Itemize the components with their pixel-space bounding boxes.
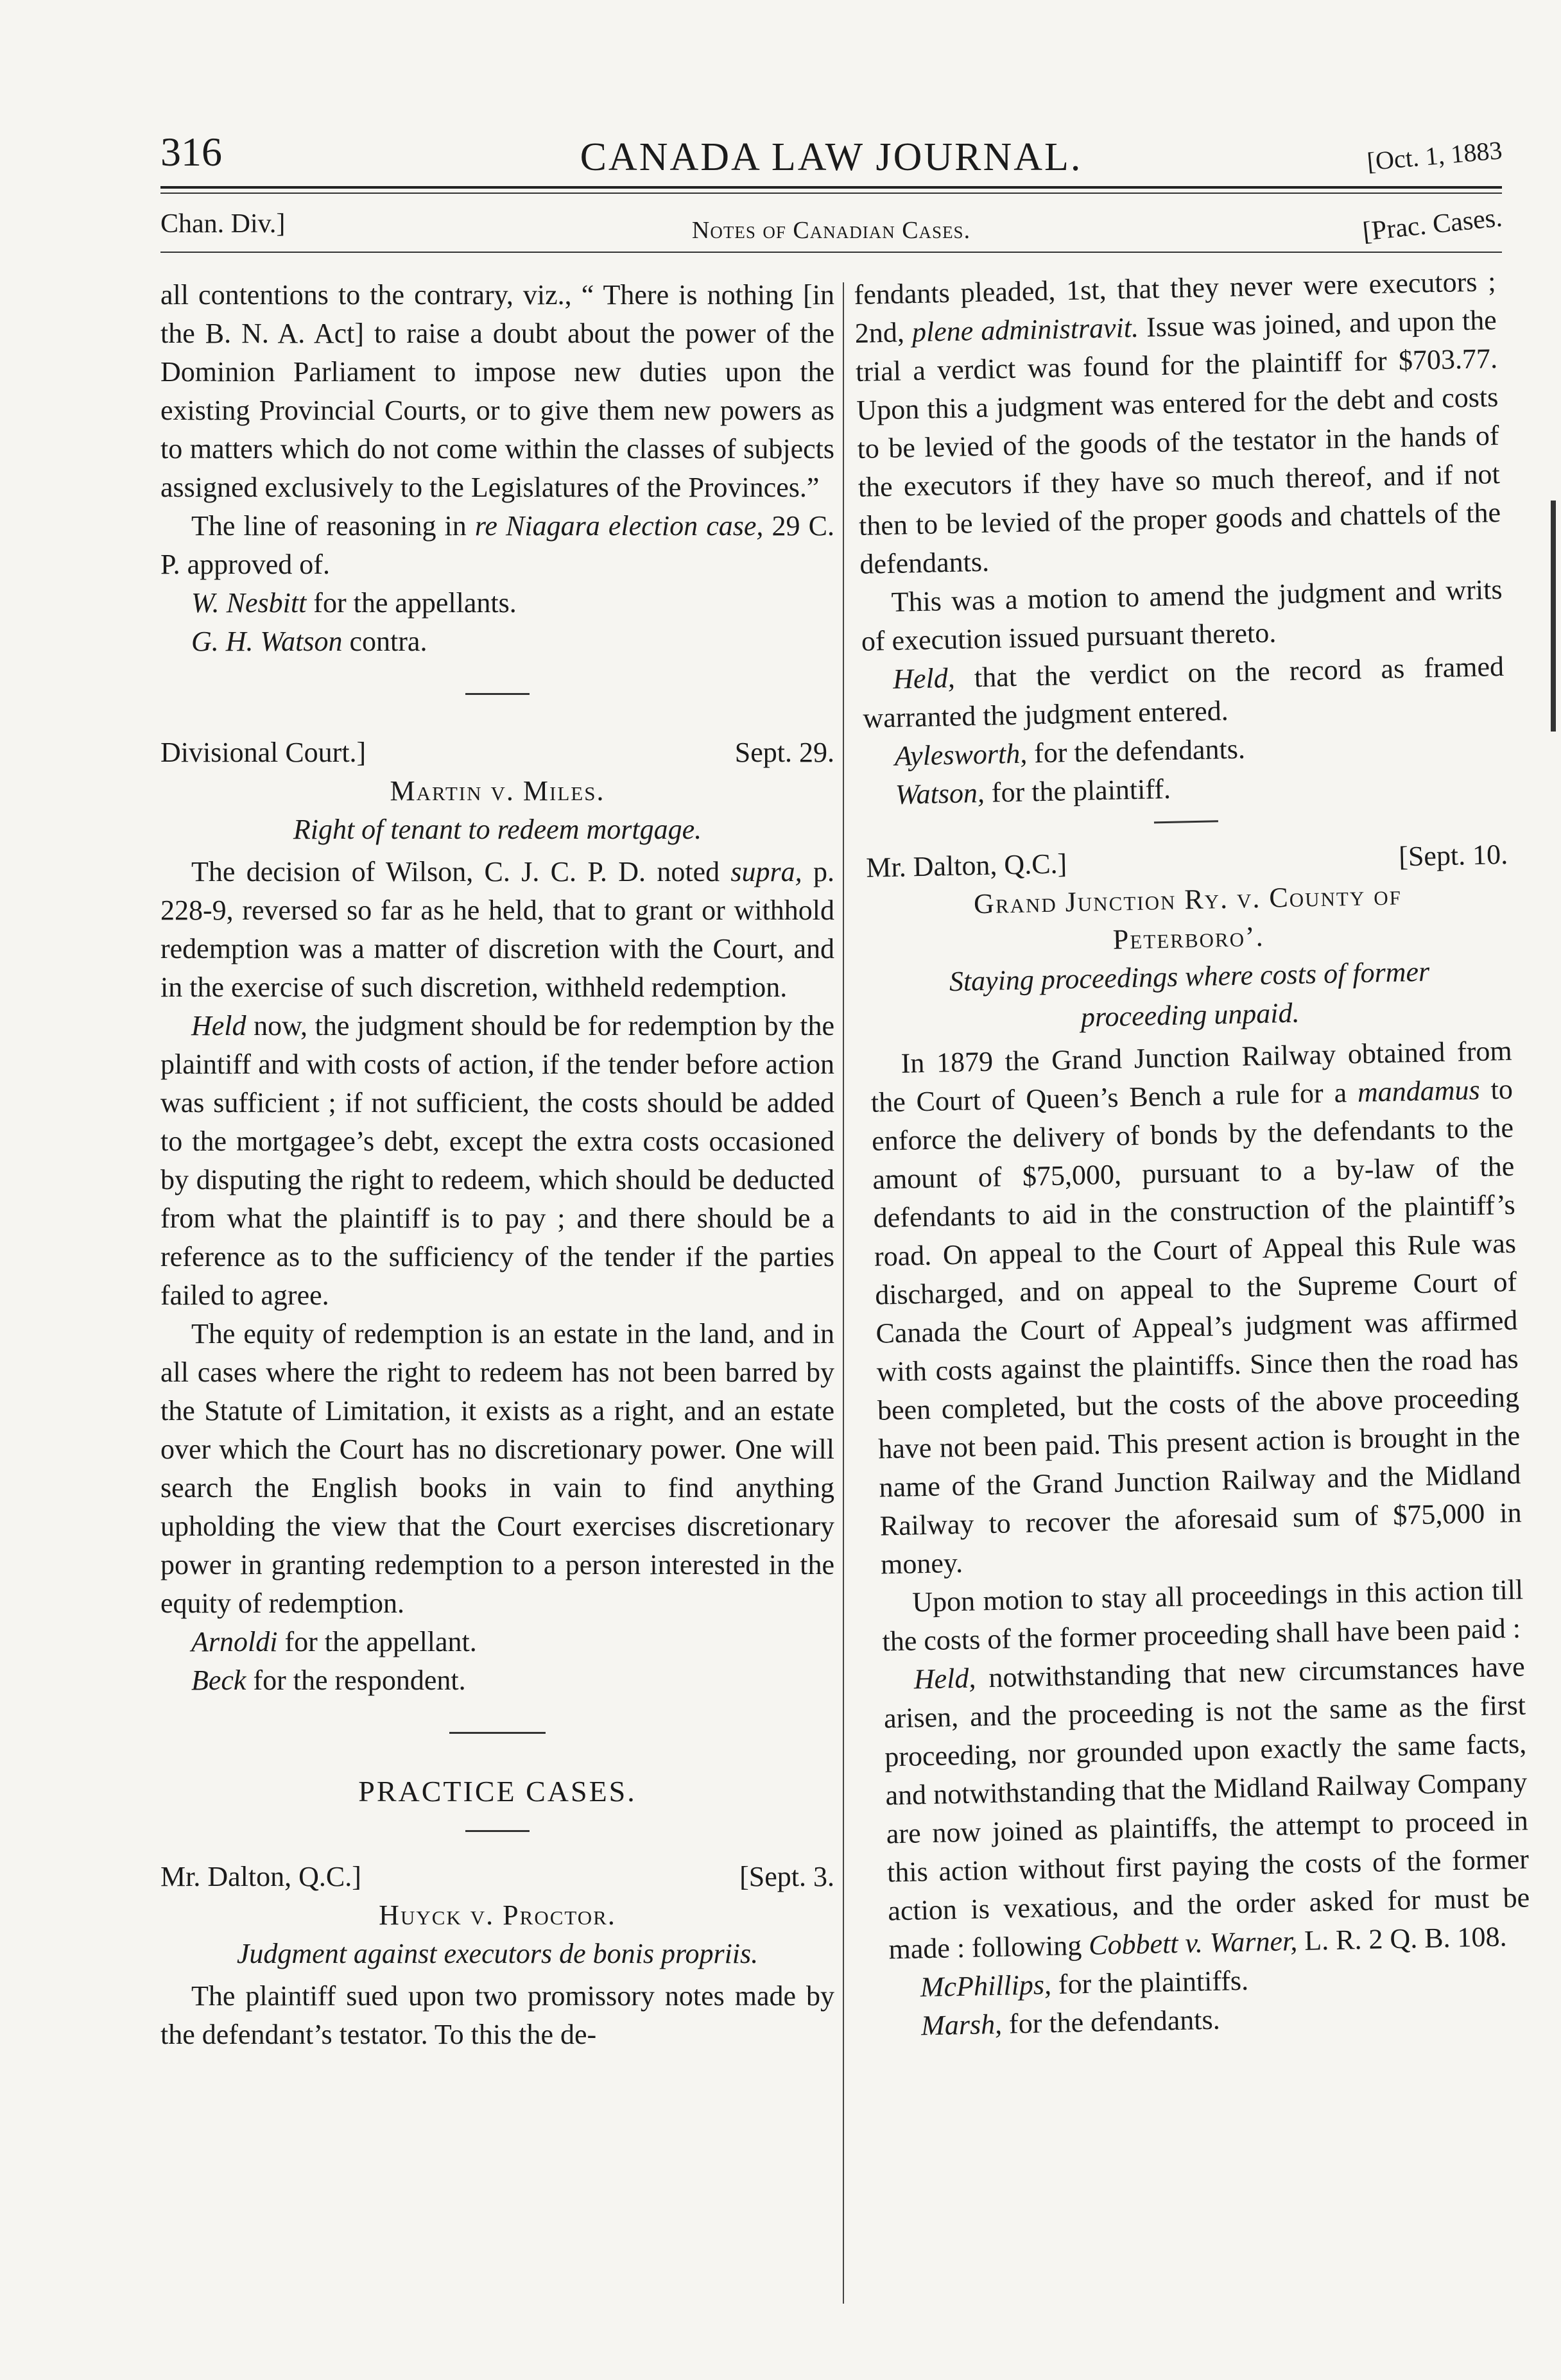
case-headnote: Right of tenant to redeem mortgage.: [293, 814, 702, 845]
division-tag: Chan. Div.]: [160, 209, 286, 239]
paragraph: Upon motion to stay all proceedings in this action till the costs of the former proceeding shall have been paid :: [882, 1573, 1524, 1657]
case-date: [Sept. 3.: [739, 1861, 834, 1892]
case-headnote: Staying proceedings where costs of former: [949, 955, 1430, 998]
case-name: Grand Junction Ry. v. County of: [973, 879, 1402, 920]
counsel-line: G. H. Watson contra.: [191, 626, 427, 657]
separator-rule: [465, 1830, 530, 1832]
court-name: Divisional Court.]: [160, 737, 367, 768]
header-rule-thin: [160, 193, 1502, 194]
case-header: [160, 1858, 834, 1896]
case-headnote-cont: proceeding unpaid.: [1080, 997, 1300, 1033]
left-column: [160, 276, 834, 2054]
cases-tag: [Prac. Cases.: [1361, 203, 1504, 247]
column-divider: [843, 282, 844, 2304]
court-name: Mr. Dalton, Q.C.]: [160, 1861, 361, 1892]
header-rule: [160, 186, 1502, 189]
counsel-line: McPhillips, for the plaintiffs.: [920, 1964, 1249, 2003]
section-heading: PRACTICE CASES.: [358, 1775, 637, 1808]
issue-date: [Oct. 1, 1883: [1365, 135, 1503, 176]
page-number: 316: [160, 129, 222, 175]
section-tag: Notes of Canadian Cases.: [691, 217, 971, 244]
paragraph: The decision of Wilson, C. J. C. P. D. noted supra, p. 228-9, reversed so far as he held, that to grant or withhold redemption was a matter of discretion with the Court, and in the exercise of such discretion, withheld redemption.: [160, 856, 834, 1003]
case-header: [160, 733, 834, 772]
case-name: Huyck v. Proctor.: [379, 1899, 616, 1931]
running-header: [160, 122, 1502, 180]
counsel-line: Arnoldi for the appellant.: [191, 1626, 477, 1657]
court-name: Mr. Dalton, Q.C.]: [865, 848, 1067, 884]
paragraph: This was a motion to amend the judgment and writs of execution issued pursuant thereto.: [861, 573, 1503, 657]
paragraph: In 1879 the Grand Junction Railway obtained from the Court of Queen’s Bench a rule for a mandamus to enforce the delivery of bonds by the defendants to the amount of $75,000, pursuant to a by-law of the defendants to aid in the construction of the plaintiff’s road. On appeal to the Court of Appeal this Rule was discharged, and on appeal to the Supreme Court of Canada the Court of Appeal’s judgment was affirmed with costs against the plaintiffs. Since then the road has been completed, but the costs of the above proceeding have not been paid. This present action is brought in the name of the Grand Junction Railway and the Midland Railway to recover the aforesaid sum of $75,000 in money.: [870, 1034, 1522, 1580]
counsel-line: Marsh, for the defendants.: [920, 2003, 1221, 2042]
separator-rule: [449, 1732, 546, 1734]
paragraph: The plaintiff sued upon two promissory notes made by the defendant’s testator. To this the de-: [160, 1980, 834, 2050]
separator-rule: [1154, 820, 1218, 823]
case-name: Martin v. Miles.: [390, 775, 605, 807]
paragraph: Held, notwithstanding that new circumstances have arisen, and the proceeding is not the same as the first proceeding, nor grounded upon exactly the same facts, and notwithstanding that the Midland Railway Company are now joined as plaintiffs, the attempt to proceed in this action without first paying the costs of the former action is vexatious, and the order asked for must be made : following Cobbett v. Warner, L. R. 2 Q. B. 108.: [883, 1650, 1530, 1965]
paragraph: fendants pleaded, 1st, that they never were executors ; 2nd, plene administravit. Issue was joined, and upon the trial a verdict was found for the plaintiff for $703.77. Upon this a judgment was entered for the debt and costs to be levied of the goods of the testator in the hands of the executors if they have so much thereof, and if not then to be levied of the proper goods and chattels of the defendants.: [854, 266, 1501, 580]
separator-rule: [465, 693, 530, 695]
case-name-cont: Peterboro’.: [1112, 920, 1265, 955]
right-column: [854, 262, 1533, 2046]
scan-edge-mark: [1551, 501, 1556, 732]
paragraph: Held, that the verdict on the record as framed warranted the judgment entered.: [862, 650, 1505, 734]
sub-header-rule: [160, 252, 1502, 253]
case-date: Sept. 29.: [734, 737, 834, 768]
case-headnote: Judgment against executors de bonis propriis.: [236, 1938, 759, 1969]
paragraph: all contentions to the contrary, viz., “ There is nothing [in the B. N. A. Act] to raise a doubt about the power of the Dominion Parliament to impose new duties upon the existing Provincial Courts, or to give them new powers as to matters which do not come within the classes of subjects assigned exclusively to the Legislatures of the Provinces.”: [160, 279, 834, 503]
journal-title: CANADA LAW JOURNAL.: [580, 135, 1083, 179]
paragraph: Held now, the judgment should be for redemption by the plaintiff and with costs of action, if the tender before action was sufficient ; if not sufficient, the costs should be added to the mortgagee’s debt, except the extra costs occasioned by disputing the right to redeem, which should be deducted from what the plaintiff is to pay ; and there should be a reference as to the sufficiency of the tender if the parties failed to agree.: [160, 1010, 834, 1311]
paragraph: The equity of redemption is an estate in the land, and in all cases where the right to redeem has not been barred by the Statute of Limitation, it exists as a right, and an estate over which the Court has no discretionary power. One will search the English books in vain to find anything upholding the view that the Court exercises discretionary power in granting redemption to a person interested in the equity of redemption.: [160, 1318, 834, 1619]
case-date: [Sept. 10.: [1398, 838, 1508, 873]
counsel-line: Beck for the respondent.: [191, 1665, 466, 1696]
counsel-line: Aylesworth, for the defendants.: [894, 733, 1246, 772]
paragraph: The line of reasoning in re Niagara election case, 29 C. P. approved of.: [160, 510, 834, 580]
counsel-line: W. Nesbitt for the appellants.: [191, 587, 517, 619]
sub-header: [160, 202, 1502, 247]
counsel-line: Watson, for the plaintiff.: [895, 773, 1171, 810]
